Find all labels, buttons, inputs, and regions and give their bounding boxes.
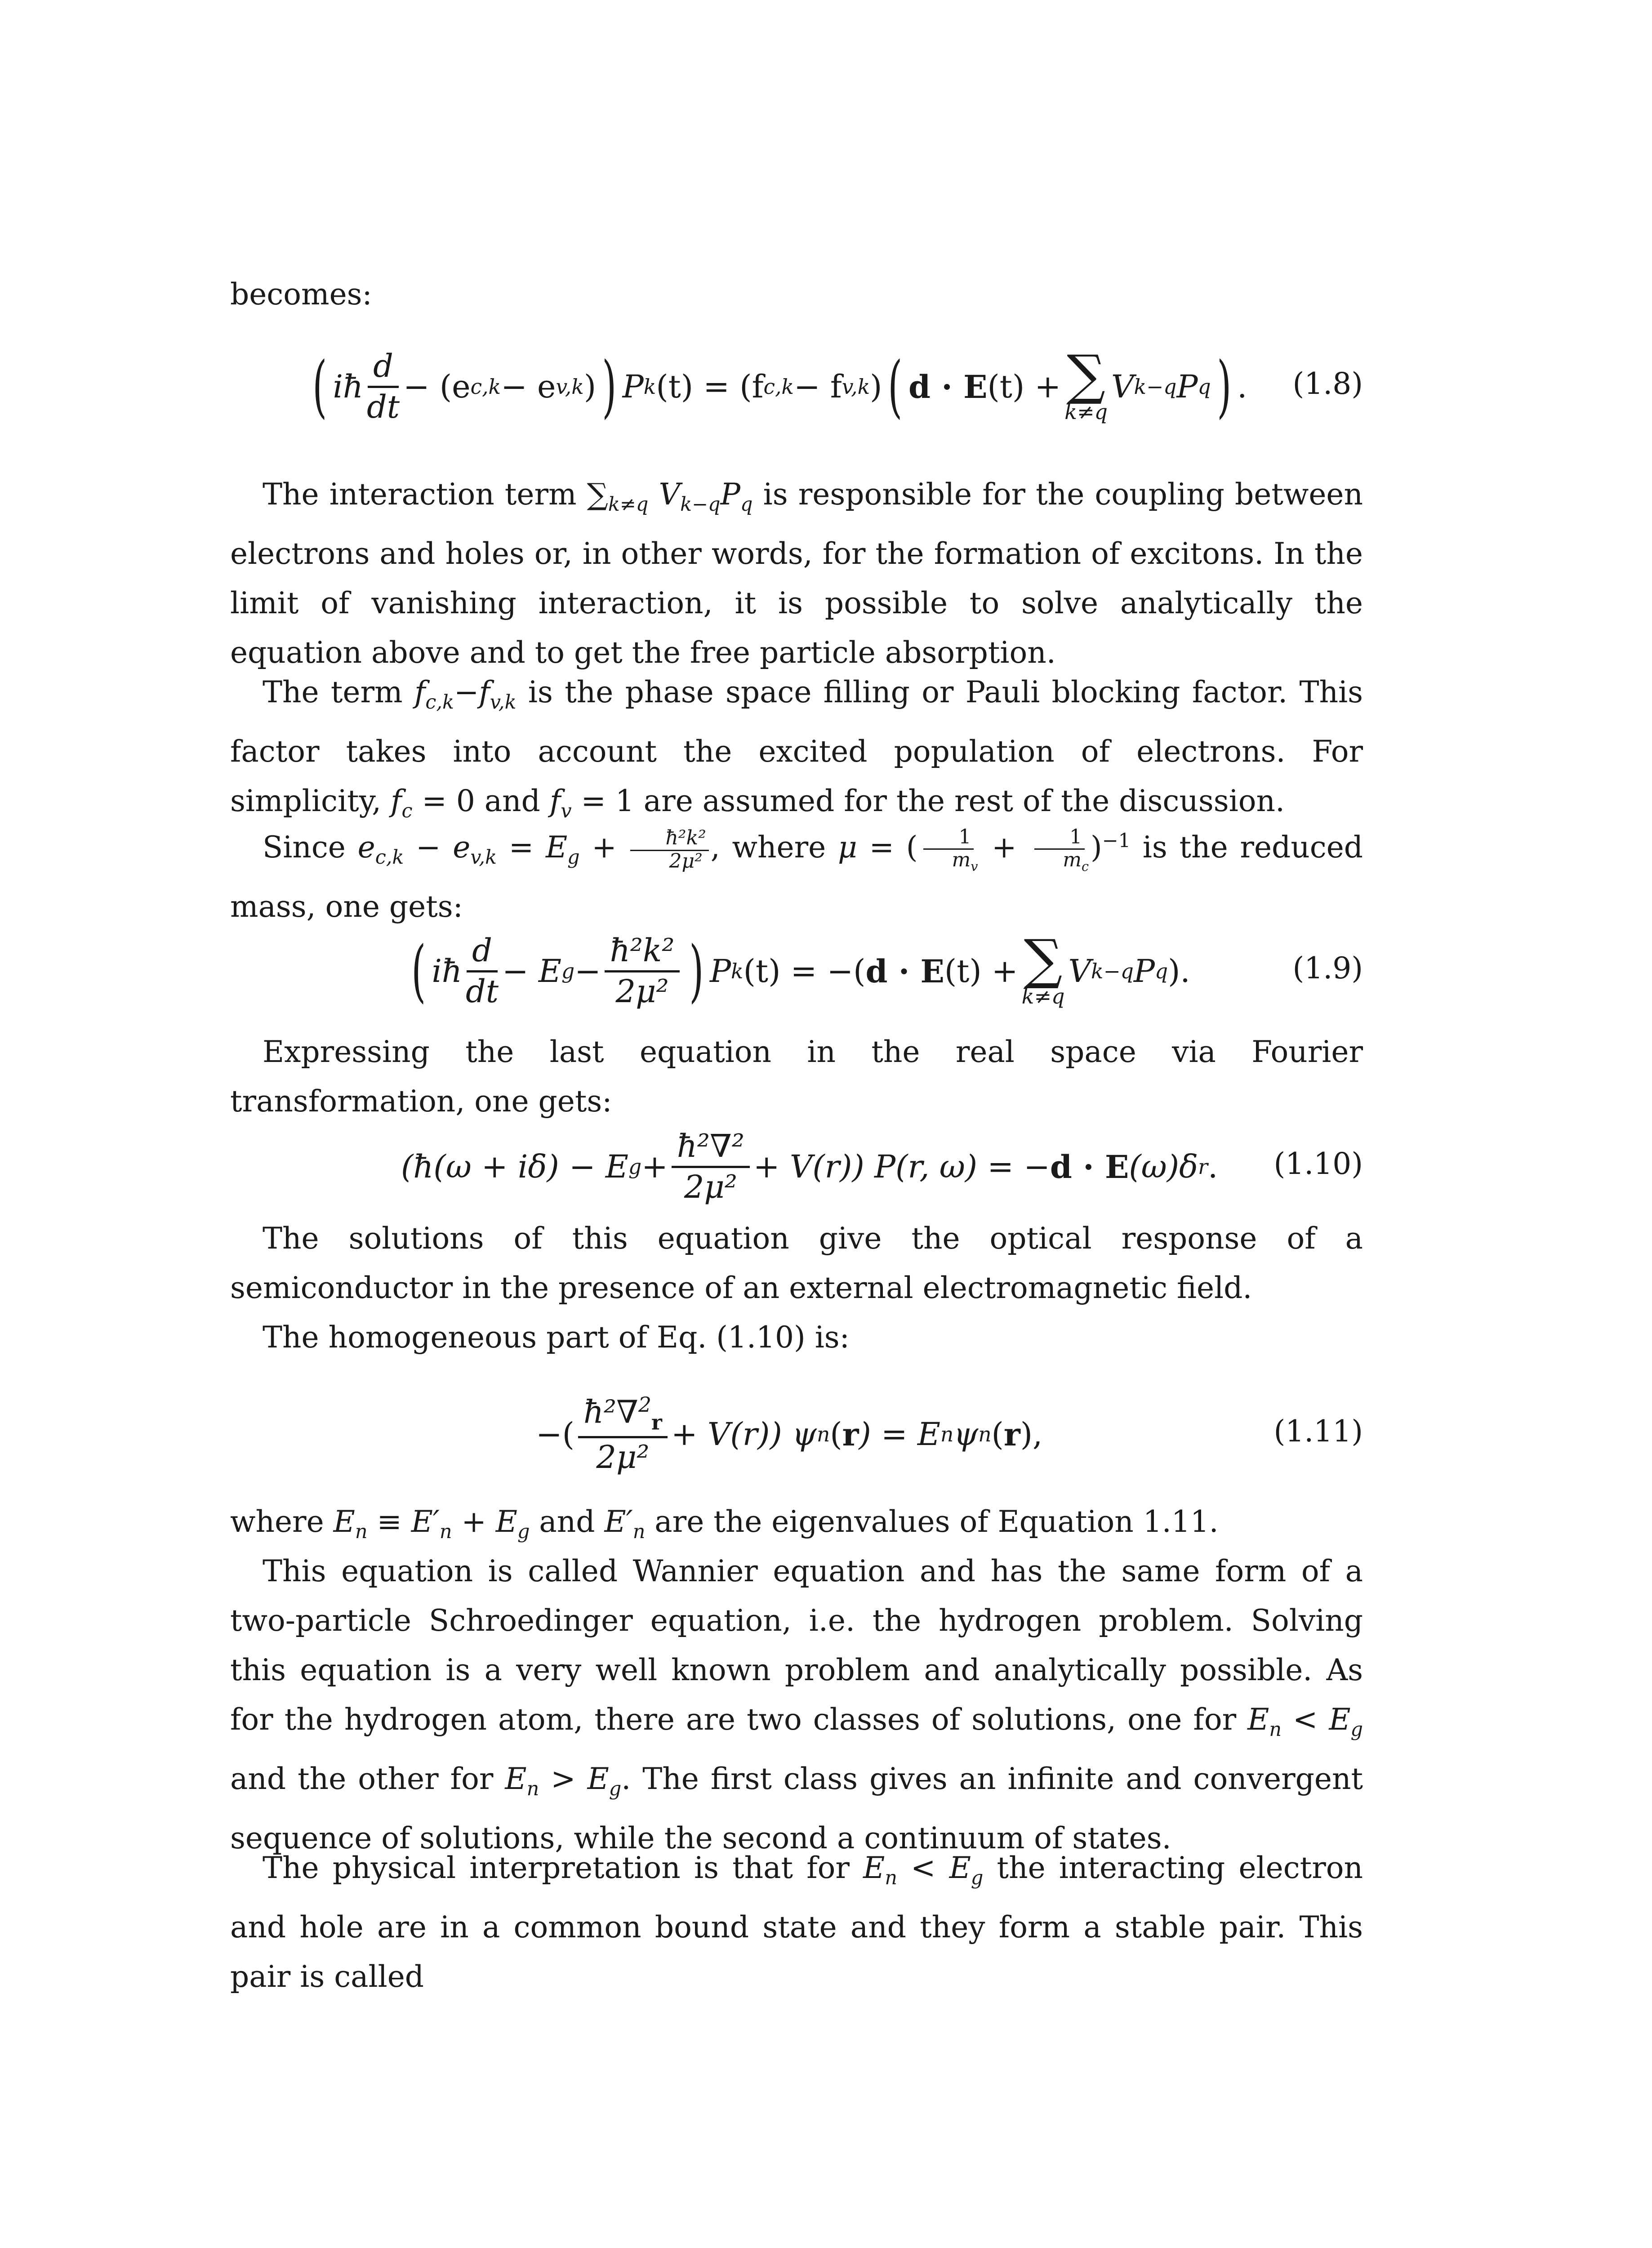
numerator: d xyxy=(368,350,399,388)
math: E xyxy=(949,1851,971,1885)
subscript: c,k xyxy=(375,846,404,869)
math: P xyxy=(720,477,740,512)
text: and xyxy=(530,1504,605,1539)
eq-text: + V(r)) ψ xyxy=(671,1416,817,1453)
text: + xyxy=(452,1504,496,1539)
denominator: 2μ² xyxy=(615,972,669,1010)
text: + xyxy=(980,830,1029,865)
paragraph-expressing xyxy=(230,1027,1363,1126)
eq-bold: d · E xyxy=(865,952,944,990)
eq-text: (t) = (f xyxy=(656,368,764,405)
math: μ xyxy=(837,830,857,865)
numerator: d xyxy=(467,934,498,972)
subscript: g xyxy=(517,1521,530,1543)
subscript: k xyxy=(731,959,744,983)
subscript: g xyxy=(609,1778,622,1801)
subscript: v,k xyxy=(842,375,870,399)
subscript: k−q xyxy=(680,493,721,516)
text: < xyxy=(897,1851,949,1885)
inline-fraction xyxy=(630,828,708,871)
eq-text: (t) = −( xyxy=(743,953,866,990)
equation-1-8 xyxy=(230,328,1363,445)
superscript: −1 xyxy=(1102,830,1131,852)
eq-text: (t) + xyxy=(987,368,1061,405)
eq-text: − f xyxy=(794,368,842,405)
text: − xyxy=(404,830,453,865)
paren: ) xyxy=(689,932,704,1010)
subscript: c,k xyxy=(425,691,454,714)
math: E xyxy=(863,1851,885,1885)
equation-body xyxy=(307,328,1247,445)
text: = 1 are assumed for the rest of the discussion. xyxy=(571,784,1285,819)
paragraph-wannier xyxy=(230,1547,1363,1863)
math: E xyxy=(545,830,568,865)
numerator: 1 xyxy=(1034,827,1085,850)
subscript: g xyxy=(971,1867,984,1890)
subscript: c,k xyxy=(470,375,501,399)
math: E xyxy=(495,1504,517,1539)
text: = ( xyxy=(857,830,918,865)
subscript: v xyxy=(971,858,978,874)
inline-fraction xyxy=(1030,827,1089,873)
fraction xyxy=(578,1394,668,1474)
sum-symbol: ∑ xyxy=(587,477,608,512)
subscript: n xyxy=(526,1778,539,1801)
eq-text: + V(r)) P(r, ω) = − xyxy=(753,1148,1050,1185)
paragraph-interaction xyxy=(230,470,1363,678)
text: where xyxy=(230,1504,334,1539)
text: This equation is called Wannier equation and has the same form of a two-particle Schroedinger equation, i.e. the hydrogen problem. Solving this equation is a very well known problem and analytically possible. As for the hydrogen atom, there are two classes of solutions, one for xyxy=(230,1554,1363,1737)
subscript: g xyxy=(561,959,575,983)
text: is responsible for the coupling between electrons and holes or, in other words, for the formation of excitons. In the limit of vanishing interaction, it is possible to solve analytically the equation above and to get the free particle absorption. xyxy=(230,477,1363,670)
eq-text: −( xyxy=(536,1416,574,1453)
math: V xyxy=(648,477,681,512)
eq-bold: d · E xyxy=(1050,1148,1129,1186)
text: is the reduced mass, one gets: xyxy=(230,830,1363,924)
numerator: 1 xyxy=(923,827,974,850)
math: E′ xyxy=(604,1504,633,1539)
eq-text: iħ xyxy=(333,368,364,405)
eq-text: (t) + xyxy=(944,953,1018,990)
fraction xyxy=(605,934,680,1008)
eq-text: ) xyxy=(870,368,882,405)
subscript: v,k xyxy=(470,846,497,869)
text: , where xyxy=(710,830,838,865)
summation xyxy=(1021,928,1065,1008)
subscript: c,k xyxy=(763,375,794,399)
math: e xyxy=(453,830,471,865)
denominator xyxy=(920,850,978,873)
subscript: v xyxy=(561,800,572,823)
math: m xyxy=(1063,848,1082,871)
eq-text: P xyxy=(1133,953,1155,990)
paragraph-becomes xyxy=(230,270,1363,319)
math: E xyxy=(1329,1702,1351,1737)
subscript: g xyxy=(1350,1718,1363,1741)
text: and the other for xyxy=(230,1762,505,1797)
paragraph-term xyxy=(230,668,1363,836)
eq-text: ħ²∇ xyxy=(583,1393,638,1431)
summation xyxy=(1064,344,1108,424)
text: < xyxy=(1281,1702,1329,1737)
text: the interacting electron and hole are in a common bound state and they form a stable pair. This pair is called xyxy=(230,1851,1363,1994)
math: E xyxy=(505,1762,527,1797)
subscript: k−q xyxy=(1134,375,1177,399)
text: Expressing the last equation in the real space via Fourier transformation, one gets: xyxy=(230,1035,1363,1119)
equation-1-11 xyxy=(230,1380,1363,1497)
subscript: n xyxy=(885,1867,897,1890)
math: E xyxy=(587,1762,609,1797)
fraction xyxy=(466,934,499,1008)
eq-text: iħ xyxy=(432,953,463,990)
subscript: r xyxy=(1198,1155,1208,1179)
subscript: g xyxy=(628,1155,642,1179)
subscript: n xyxy=(632,1521,646,1543)
eq-text: P xyxy=(1176,368,1198,405)
equation-number: (1.10) xyxy=(1274,1146,1363,1181)
math: E′ xyxy=(411,1504,440,1539)
text: ≡ xyxy=(367,1504,411,1539)
subscript: g xyxy=(567,846,580,869)
math: E xyxy=(1247,1702,1269,1737)
text: The physical interpretation is that for xyxy=(263,1851,864,1885)
superscript: 2 xyxy=(638,1393,651,1417)
subscript: n xyxy=(439,1521,452,1543)
eq-text: ), xyxy=(1020,1416,1043,1453)
paren: ( xyxy=(991,1416,1004,1453)
denominator: dt xyxy=(466,972,499,1010)
text: + xyxy=(579,830,629,865)
paren: ( xyxy=(830,1416,842,1453)
denominator: 2μ² xyxy=(684,1168,737,1205)
paren: ( xyxy=(411,932,426,1010)
subscript: n xyxy=(940,1422,954,1446)
eq-text: ) = E xyxy=(859,1416,941,1453)
denominator: dt xyxy=(367,388,400,425)
eq-text: ψ xyxy=(953,1416,979,1453)
paren: ( xyxy=(312,348,327,426)
equation-body xyxy=(405,913,1190,1030)
equation-number: (1.9) xyxy=(1292,951,1363,986)
equation-body xyxy=(536,1380,1042,1488)
paren: ) xyxy=(1216,348,1231,426)
eq-text: + xyxy=(641,1148,668,1185)
text: The solutions of this equation give the optical response of a semiconductor in the presence of an external electromagnetic field. xyxy=(230,1221,1363,1305)
equation-1-9 xyxy=(230,913,1363,1030)
sum-symbol: ∑ xyxy=(1067,344,1105,406)
paren: ) xyxy=(583,368,597,405)
numerator xyxy=(578,1394,668,1438)
paren: ( xyxy=(888,348,903,426)
inline-fraction xyxy=(920,827,978,873)
eq-text: . xyxy=(1237,368,1247,405)
eq-text: − (e xyxy=(403,368,471,405)
paragraph-solutions xyxy=(230,1214,1363,1313)
fraction xyxy=(672,1130,750,1204)
sum-symbol: ∑ xyxy=(1024,928,1063,991)
fraction xyxy=(367,350,400,424)
sum-limit: k≠q xyxy=(1021,984,1065,1008)
subscript: q xyxy=(1198,375,1211,399)
denominator xyxy=(1030,850,1089,873)
text: > xyxy=(539,1762,588,1797)
subscript: r xyxy=(651,1410,662,1435)
numerator: ħ²∇² xyxy=(672,1130,750,1168)
eq-bold: r xyxy=(1003,1415,1020,1453)
eq-text: − xyxy=(574,953,601,990)
paragraph-physical xyxy=(230,1843,1363,2002)
eq-text: ). xyxy=(1168,953,1190,990)
text: = xyxy=(497,830,546,865)
eq-text: − e xyxy=(501,368,556,405)
subscript: k−q xyxy=(1091,959,1134,983)
paren: ) xyxy=(602,348,617,426)
math: m xyxy=(952,848,971,871)
paragraph-homogeneous xyxy=(230,1313,1363,1362)
equation-number: (1.8) xyxy=(1292,366,1363,401)
eq-text: (ħ(ω + iδ) − E xyxy=(401,1148,629,1185)
numerator: ħ²k² xyxy=(630,828,708,851)
eq-bold: r xyxy=(842,1415,859,1453)
math: e xyxy=(357,830,375,865)
denominator: 2μ² xyxy=(669,849,703,873)
equation-1-10 xyxy=(230,1113,1363,1230)
eq-text: P xyxy=(622,368,644,405)
math: f xyxy=(391,784,402,819)
subscript: q xyxy=(740,493,753,516)
text: − xyxy=(454,675,479,709)
math: f xyxy=(479,675,490,709)
subscript: n xyxy=(978,1422,992,1446)
math: E xyxy=(333,1504,355,1539)
sum-limit: k≠q xyxy=(1064,400,1108,424)
subscript: v,k xyxy=(490,691,517,714)
text: Since xyxy=(263,830,358,865)
denominator: 2μ² xyxy=(596,1439,650,1476)
math: f xyxy=(414,675,426,709)
subscript: v,k xyxy=(556,375,584,399)
text: is the phase space filling or Pauli blocking factor. This factor takes into account the excited population of electrons. For simplicity, xyxy=(230,675,1363,819)
eq-text: (ω)δ xyxy=(1129,1148,1198,1185)
text: are the eigenvalues of Equation 1.11. xyxy=(645,1504,1219,1539)
eq-text: V xyxy=(1068,953,1091,990)
text: The interaction term xyxy=(263,477,587,512)
subscript: q xyxy=(1154,959,1168,983)
eq-text: P xyxy=(709,953,731,990)
subscript: c xyxy=(401,800,413,823)
subscript: k≠q xyxy=(608,493,649,516)
subscript: n xyxy=(355,1521,368,1543)
subscript: n xyxy=(1269,1718,1282,1741)
numerator: ħ²k² xyxy=(605,934,680,972)
eq-text: − E xyxy=(502,953,561,990)
subscript: c xyxy=(1082,858,1089,874)
subscript: k xyxy=(643,375,656,399)
eq-text: . xyxy=(1207,1148,1218,1185)
eq-text: V xyxy=(1111,368,1134,405)
equation-number: (1.11) xyxy=(1274,1414,1363,1449)
eq-bold: d · E xyxy=(908,368,988,406)
text: The homogeneous part of Eq. (1.10) is: xyxy=(263,1320,850,1355)
math: f xyxy=(549,784,561,819)
subscript: n xyxy=(816,1422,830,1446)
text: . The first class gives an infinite and convergent sequence of solutions, while the second a continuum of states. xyxy=(230,1762,1363,1856)
text: becomes: xyxy=(230,277,372,312)
text: ) xyxy=(1091,830,1102,865)
text: = 0 and xyxy=(412,784,550,819)
text: The term xyxy=(263,675,414,709)
equation-body xyxy=(401,1113,1218,1221)
